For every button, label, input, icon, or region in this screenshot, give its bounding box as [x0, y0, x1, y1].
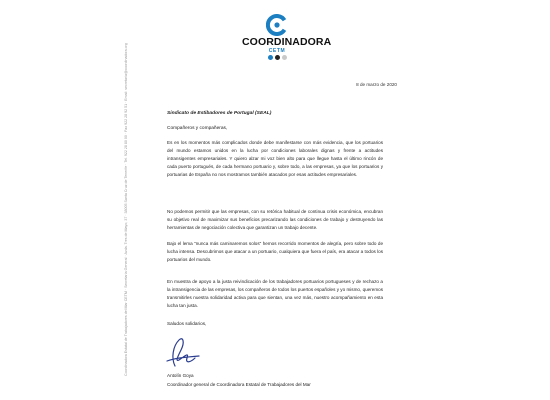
- flag-icon: [282, 55, 287, 60]
- letter-paragraph: En muestra de apoyo a la justa reivindicación de los trabajadores portuarios portugueses y de rechazo a la intransigencia de las empresas, los compañeros de todos los puertos españoles y yo mismo, queremos transmitirles nuestra solidaridad activa para que sientan, una vez más, nuestro acompañamiento en esta lucha tan justa.: [167, 279, 383, 308]
- logo-subtitle: CETM: [268, 48, 286, 54]
- handwritten-signature: [163, 336, 203, 370]
- flag-icon: [268, 55, 273, 60]
- side-address-text: Coordinadora Estatal de Trabajadores del Mar CETM · Secretaría General · Avda. Tres de Mayo, 37 · 38005 Santa Cruz de Tenerife · Tel. 922 28 80 00 · Fax 922 28 92 51 · Email: secretaria@coordinadora.org: [124, 43, 128, 376]
- logo-flags: [242, 55, 312, 60]
- letter-paragraph: No podemos permitir que las empresas, con su retórica habitual de continua crisis económica, encubran su objetivo real de maximizar sus beneficios precarizando las condiciones de trabajo y destruyendo las herramientas de negociación colectiva que garantizan un trabajo decente.: [167, 209, 383, 230]
- letter-salutation: Compañeros y compañeras,: [167, 126, 228, 131]
- coordinadora-logo: [242, 14, 332, 60]
- signer-role: Coordinador general de Coordinadora Estatal de Trabajadores del Mar: [167, 382, 311, 387]
- letter-closing: Saludos solidarios,: [167, 321, 207, 326]
- letter-date: 8 de marzo de 2020: [356, 82, 397, 87]
- letter-paragraph: Es en los momentos más complicados donde debe manifestarse con más evidencia, que los portuarios del mundo estamos unidos en la lucha por condiciones laborales dignas y frente a actitudes intransigentes empresariales. Y quiero alzar mi voz bien alto para que llegue hasta el último rincón de cada puerto portugués, de cada hermano portuario y, sobre todo, a las empresas, ya que los portuarios y portuarias de España no nos mostramos también atacados por esas actitudes empresariales.: [167, 140, 383, 177]
- letter-paragraph: Bajo el lema "nunca más caminaremos solos" hemos recorrido momentos de alegría, pero sobre todo de lucha intensa. Descubrimos que atacar a un portuario, cualquiera que fuera el país, era atacar a todos los portuarios del mundo.: [167, 241, 383, 262]
- coordinadora-c-icon: [266, 14, 288, 36]
- logo-name: COORDINADORA: [242, 36, 332, 48]
- signer-name: Antolín Goya: [167, 373, 194, 378]
- letter-recipient: Sindicato de Estibadores de Portugal (SEAL): [167, 111, 272, 116]
- flag-icon: [275, 55, 280, 60]
